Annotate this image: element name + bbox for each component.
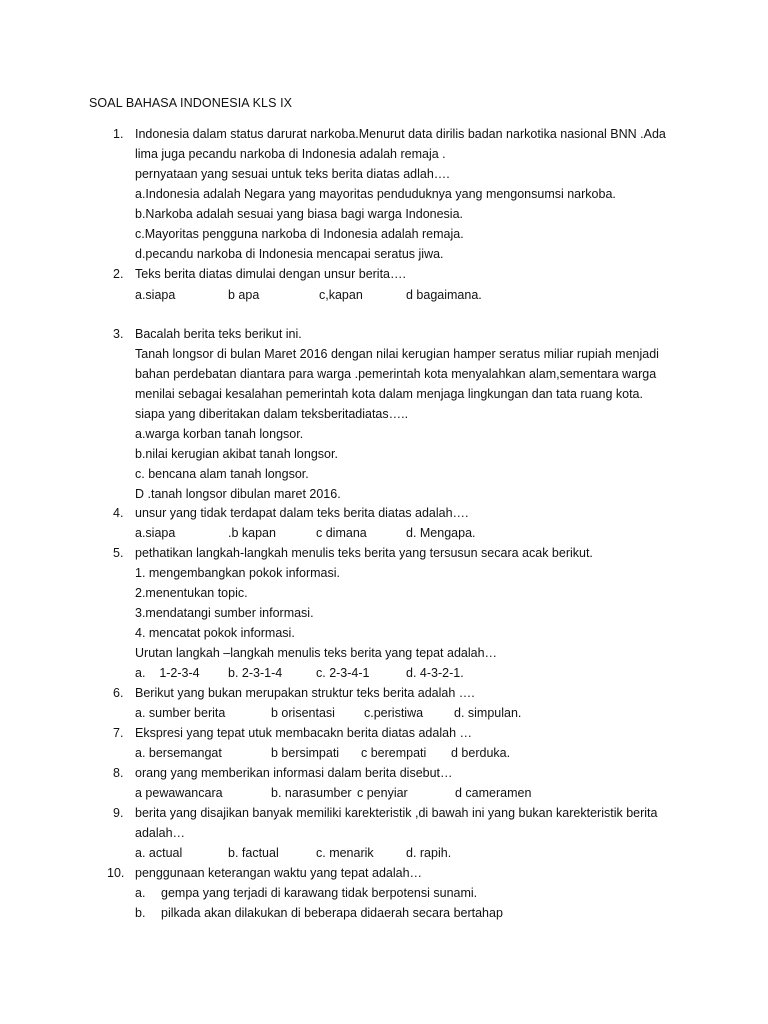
question-number: 10. [107, 866, 125, 880]
answer-option: b.Narkoba adalah sesuai yang biasa bagi warga Indonesia. [135, 207, 464, 221]
answer-option: c.peristiwa [364, 706, 424, 720]
answer-option: a. sumber berita [135, 706, 226, 720]
answer-option: d cameramen [455, 786, 532, 800]
answer-option: gempa yang terjadi di karawang tidak berpotensi sunami. [161, 886, 478, 900]
answer-option: d berduka. [451, 746, 511, 760]
question-line: bahan perdebatan diantara para warga .pemerintah kota menyalahkan alam,sementara warga [135, 367, 657, 381]
answer-option: b.nilai kerugian akibat tanah longsor. [135, 447, 338, 461]
answer-option: a.siapa [135, 526, 176, 540]
answer-option: d. simpulan. [454, 706, 522, 720]
answer-option: a pewawancara [135, 786, 223, 800]
answer-option: c dimana [316, 526, 367, 540]
question-number: 8. [113, 766, 124, 780]
question-number: 6. [113, 686, 124, 700]
answer-option: a. actual [135, 846, 183, 860]
page-title: SOAL BAHASA INDONESIA KLS IX [89, 96, 293, 110]
question-number: 3. [113, 327, 124, 341]
question-number: 2. [113, 267, 124, 281]
answer-option: a.siapa [135, 288, 176, 302]
answer-option: b. factual [228, 846, 279, 860]
answer-option: d. rapih. [406, 846, 452, 860]
question-line: unsur yang tidak terdapat dalam teks berita diatas adalah…. [135, 506, 469, 520]
answer-option: a. 1-2-3-4 [135, 666, 200, 680]
answer-option: b bersimpati [271, 746, 340, 760]
question-line: 1. mengembangkan pokok informasi. [135, 566, 340, 580]
question-line: Ekspresi yang tepat utuk membacakn berita diatas adalah … [135, 726, 472, 740]
question-line: penggunaan keterangan waktu yang tepat adalah… [135, 866, 423, 880]
question-number: 7. [113, 726, 124, 740]
answer-option: c. 2-3-4-1 [316, 666, 370, 680]
question-line: Tanah longsor di bulan Maret 2016 dengan nilai kerugian hamper seratus miliar rupiah menjadi [135, 347, 659, 361]
answer-option: c. menarik [316, 846, 374, 860]
question-line: orang yang memberikan informasi dalam berita disebut… [135, 766, 453, 780]
question-line: pethatikan langkah-langkah menulis teks berita yang tersusun secara acak berikut. [135, 546, 593, 560]
answer-option: a.Indonesia adalah Negara yang mayoritas penduduknya yang mengonsumsi narkoba. [135, 187, 616, 201]
answer-option: c.Mayoritas pengguna narkoba di Indonesia adalah remaja. [135, 227, 464, 241]
answer-option: d bagaimana. [406, 288, 482, 302]
answer-option: b. narasumber [271, 786, 352, 800]
answer-option: pilkada akan dilakukan di beberapa didaerah secara bertahap [161, 906, 503, 920]
question-line: siapa yang diberitakan dalam teksberitadiatas….. [135, 407, 409, 421]
answer-option-label: b. [135, 906, 146, 920]
answer-option: b apa [228, 288, 260, 302]
question-line: lima juga pecandu narkoba di Indonesia adalah remaja . [135, 147, 446, 161]
question-number: 4. [113, 506, 124, 520]
answer-option: b. 2-3-1-4 [228, 666, 283, 680]
question-line: 4. mencatat pokok informasi. [135, 626, 295, 640]
answer-option: c penyiar [357, 786, 408, 800]
answer-option: c. bencana alam tanah longsor. [135, 467, 309, 481]
question-line: Berikut yang bukan merupakan struktur teks berita adalah …. [135, 686, 475, 700]
question-line: pernyataan yang sesuai untuk teks berita diatas adlah…. [135, 167, 450, 181]
question-line: Urutan langkah –langkah menulis teks berita yang tepat adalah… [135, 646, 498, 660]
answer-option: b orisentasi [271, 706, 335, 720]
answer-option: .b kapan [228, 526, 276, 540]
answer-option: d. 4-3-2-1. [406, 666, 464, 680]
question-line: adalah… [135, 826, 186, 840]
question-line: Bacalah berita teks berikut ini. [135, 327, 302, 341]
question-line: berita yang disajikan banyak memiliki karekteristik ,di bawah ini yang bukan karekteristik berita [135, 806, 658, 820]
question-line: Indonesia dalam status darurat narkoba.Menurut data dirilis badan narkotika nasional BNN .Ada [135, 127, 666, 141]
question-number: 5. [113, 546, 124, 560]
answer-option: d.pecandu narkoba di Indonesia mencapai seratus jiwa. [135, 247, 444, 261]
question-number: 1. [113, 127, 124, 141]
answer-option: a. bersemangat [135, 746, 222, 760]
answer-option: d. Mengapa. [406, 526, 476, 540]
question-line: 3.mendatangi sumber informasi. [135, 606, 314, 620]
question-number: 9. [113, 806, 124, 820]
question-line: Teks berita diatas dimulai dengan unsur berita…. [135, 267, 406, 281]
answer-option: a.warga korban tanah longsor. [135, 427, 304, 441]
answer-option-label: a. [135, 886, 146, 900]
answer-option: D .tanah longsor dibulan maret 2016. [135, 487, 341, 501]
answer-option: c berempati [361, 746, 427, 760]
answer-option: c,kapan [319, 288, 363, 302]
question-line: 2.menentukan topic. [135, 586, 248, 600]
question-line: menilai sebagai kesalahan pemerintah kota dalam menjaga lingkungan dan tata ruang kota. [135, 387, 643, 401]
